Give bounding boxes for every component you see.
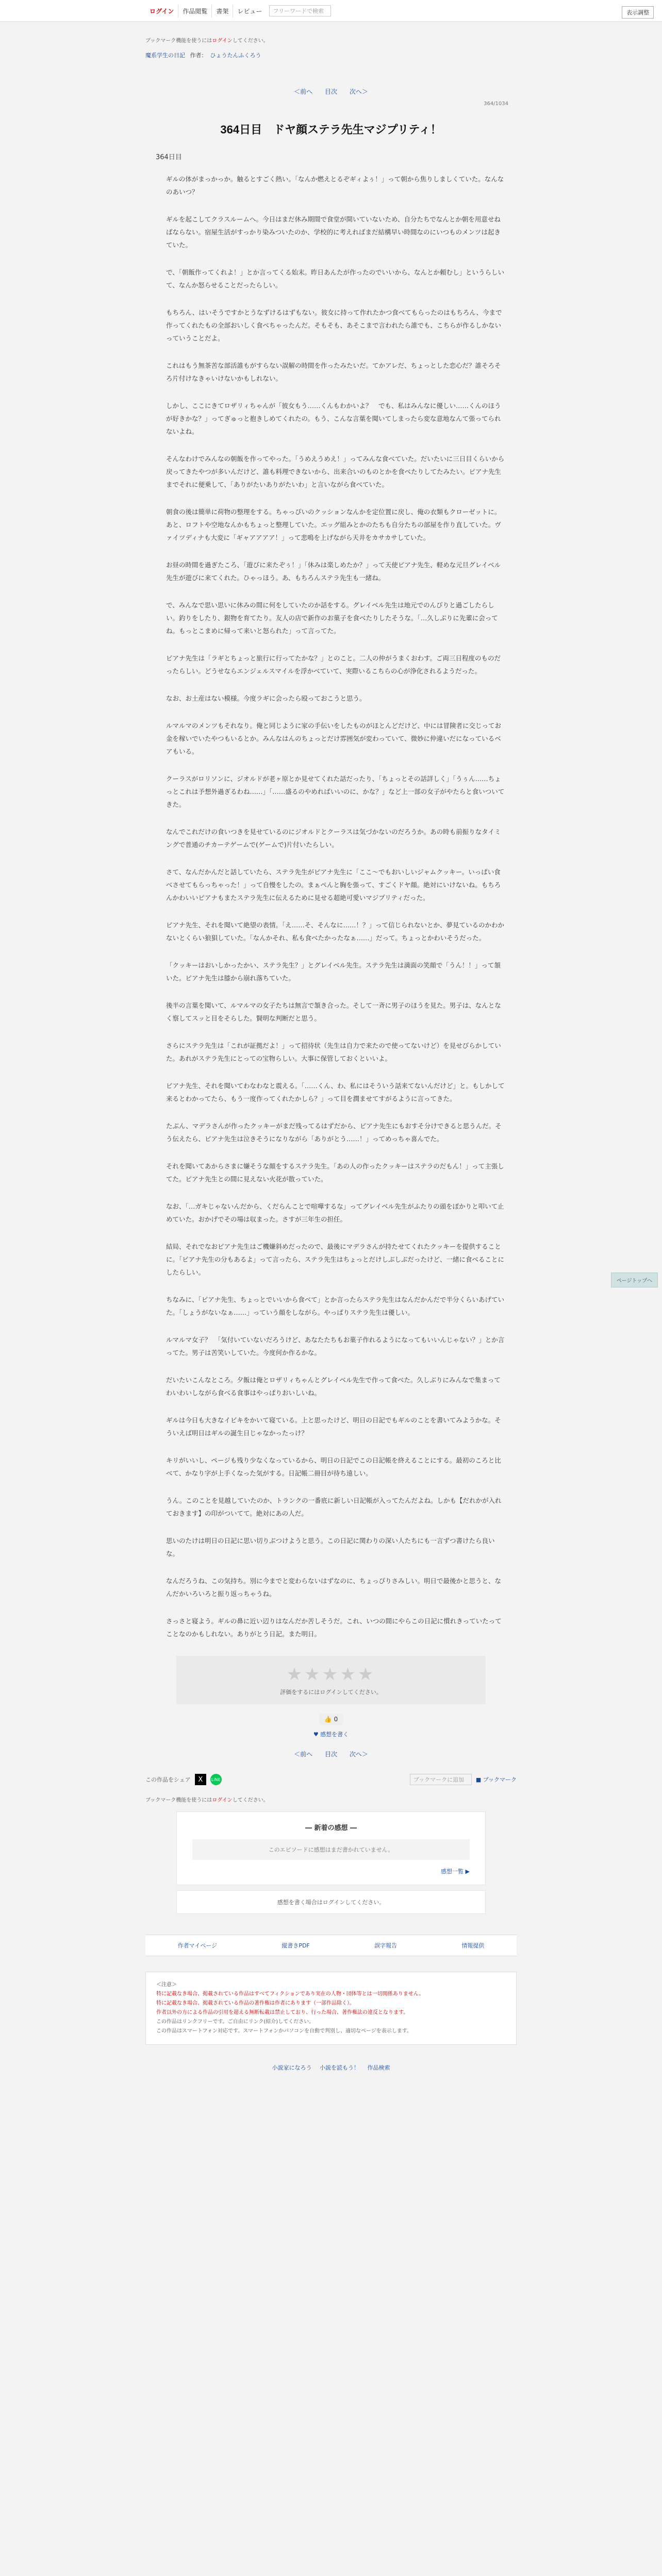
rating-stars[interactable]: ★★★★★ [286, 1664, 376, 1685]
body-paragraph: ギルを起こしてクラスルームへ。今日はまだ休み期間で食堂が開いていないため、自分たちでなんとか朝を用意せねばならない。宿屋生活がすっかり染みついたのか、学校的に考えればまだ結構早い時間なのにいつものメンツは起きていた。 [166, 215, 501, 249]
body-paragraph: ちなみに、「ピアナ先生、ちょっとでいいから食べて」とか言ったらステラ先生はなんだかんだで半分くらいあげていた。「しょうがないなぁ……」っていう顔をしながら。やっぱりステラ先生は優しい。 [166, 1296, 505, 1316]
reviews-more-link[interactable]: 感想一覧 ▶ [441, 1868, 470, 1875]
notice-reprint: 作者以外の方による作品の引用を超える無断転載は禁止しており、行った場合、著作権法の違反となります。 [156, 2010, 409, 2015]
bookmark-input[interactable]: ブックマークに追加 [410, 1774, 472, 1785]
like-button[interactable] [319, 1714, 343, 1725]
footer-search-link[interactable]: 作品検索 [367, 2064, 390, 2071]
notice-post: してください。 [232, 38, 269, 44]
body-paragraph: ルマルマのメンツもそれなり。俺と同じように家の手伝いをしたものがほとんどだけど、中には冒険者に交じってお金を稼いでいたやつもいるとか。みんなはんのちょっとだけ雰囲気が変わっていて、微妙に仲違いだになっているベアもいる。 [166, 722, 502, 755]
footer-narou-link[interactable]: 小説家になろう [272, 2064, 312, 2071]
body-paragraph: ピアナ先生、それを聞いてわなわなと震える。「……くん、わ、私にはそういう話来てないんだけど」と。もしかして来るとわかってたら、もう一度作ってくれたかしら？」って目を潤ませてすがるように言ってきた。 [166, 1082, 505, 1103]
rating-box [176, 1656, 486, 1704]
body-paragraph: ルマルマ女子？ 「気付いていないだろうけど、あなたたちもお菓子作れるようになってもいいんじゃない？」とか言ってた。男子は苦笑いしていた。今度何か作るかな。 [166, 1336, 505, 1357]
body-paragraph: ギルの体がまっかっか。触るとすごく熱い。「なんか燃えとるぞギィよぅ！」って朝から焦りしましくていた。なんなのあいつ？ [166, 175, 504, 196]
body-paragraph: 後半の言葉を聞いて、ルマルマの女子たちは無言で頷き合った。そして一斉に男子のほうを見た。男子は、なんとなく察してスッと目をそらした。賢明な判断だと思う。 [166, 1002, 501, 1022]
body-paragraph: ピアナ先生は「ラギとちょっと旅行に行ってたかな？」とのこと。二人の仲がうまくおわす。ご両三日程度のものだったらしい。どうせならエンジェルスマイルを浮かべていて、実際いるこちらの心が浄化されるようだった。 [166, 654, 501, 675]
author-prefix: 作者： [190, 52, 207, 59]
body-paragraph: それを聞いてあからさまに嫌そうな顔をするステラ先生。「あの人の作ったクッキーはステラのだもん！」って主張してた。ピアナ先生との間に見えない火花が散っていた。 [166, 1162, 504, 1183]
like-area [145, 1714, 517, 1725]
body-paragraph: で、「朝飯作ってくれよ！」とか言ってくる始末。昨日あんたが作ったのでいいから、なんとか頼むし」というらしいて、なんか怒らせることだったらしい。 [166, 268, 505, 289]
thumbs-up-icon: 👍 [324, 1716, 332, 1723]
notice-smartphone: この作品はスマートフォン対応です。スマートフォンかパソコンを自動で判別し、適切なページを表示します。 [156, 2028, 412, 2034]
notice-box [145, 1972, 517, 2045]
bookmark-button[interactable]: ■ ブックマーク [475, 1776, 517, 1783]
body-paragraph: キリがいいし、ページも残り少なくなっているから、明日の日記でこの日記帳を終えることにする。最初のころと比べて、かなり字が上手くなった気がする。日記帳二冊目が待ち遠しい。 [166, 1456, 501, 1477]
body-paragraph: なお、お土産はない模様。今度ラギに会ったら殴っておこうと思う。 [166, 694, 366, 702]
body-paragraph: さらにステラ先生は「これが証拠だよ！」って招待状（先生は自力で来たので使ってないけど）を見せびらかしていた。あれがステラ先生にとっての宝物らしい。大事に保管しておくといいよ。 [166, 1042, 501, 1062]
episode-counter: 364/1034 [484, 101, 508, 107]
body-paragraph: なんだろうね、この気持ち。別に今までと変わらないはずなのに、ちょっぴりさみしい。明日で最後かと思うと、なんだかいろいろと振り返っちゃうね。 [166, 1577, 502, 1598]
notice-head: ＜注意＞ [156, 1982, 177, 1988]
notice-copyright: 特に記載なき場合、掲載されている作品の著作権は作者にあります（一部作品除く）。 [156, 2001, 355, 2006]
typo-report-link[interactable]: 誤字報告 [374, 1942, 398, 1949]
body-paragraph: ギルは今日も大きなイビキをかいて寝ている。上と思ったけど、明日の日記でもギルのことを書いてみようかな。そういえば明日はギルの誕生日じゃなかったっけ？ [166, 1416, 501, 1437]
notice2-login-link[interactable]: ログイン [212, 1798, 233, 1803]
toc-link[interactable]: 目次 [324, 88, 337, 95]
footer-links [145, 1935, 517, 1956]
reviews-heading: ― 新着の感想 ― [305, 1824, 357, 1832]
author-page-link[interactable]: 作者マイページ [177, 1942, 218, 1949]
review-login-notice: 感想を書く場合はログインしてください。 [176, 1890, 486, 1914]
body-paragraph: 結局、それでなおピアナ先生はご機嫌斜めだったので、最後にマデラさんが持たせてくれたクッキーを提供することに。「ピアナ先生の分もあるよ」って言ったら、ステラ先生はちょっとだけしぶしぶだったけど、一緒に食べることにしたらしい。 [166, 1243, 505, 1276]
recent-reviews [176, 1811, 486, 1885]
login-notice-bottom [145, 1795, 517, 1811]
rating-note: 評価をするにはログインしてください。 [280, 1689, 382, 1696]
episode-pager-top [145, 72, 517, 101]
notice-login-link[interactable]: ログイン [212, 38, 233, 44]
breadcrumb [145, 51, 517, 72]
body-paragraph: クーラスがロリソンに、ジオルドが老ヶ原とか見せてくれた話だったり、「ちょっとその話詳しく」「うぅん……ちょっとこれは予想外過ぎるわね……」「……盛るのやめればいいのに、かな？」など上一部の女子がやたらと食いついてきた。 [166, 775, 505, 808]
body-paragraph: ピアナ先生、それを聞いて絶望の表情。「え……そ、そんなに……！？」って信じられないとか、夢見ているのかわかないとくらい狼狽していた。「なんかそれ、私も食べたかったなぁ……」だって。ちょっとかわいそうだった。 [166, 921, 505, 942]
episode-body [145, 173, 517, 1640]
work-title-link[interactable]: 魔系学生の日記 [145, 52, 185, 59]
body-paragraph: 思いのたけは明日の日記に思い切りぶつけようと思う。この日記に関わりの深い人たちにも一言ずつ書けたら良いな。 [166, 1537, 495, 1557]
search-input[interactable]: フリーワードで検索 [269, 5, 331, 16]
x-share-icon[interactable]: X [195, 1774, 206, 1785]
login-notice [145, 22, 517, 51]
notice-pre: ブックマーク機能を使うには [145, 38, 212, 44]
author-link[interactable]: ひょうたんふくろう [210, 52, 261, 59]
body-paragraph: うん。このことを見越していたのか、トランクの一番底に新しい日記帳が入ってたんだよね。しかも【だれかが入れておきます】の印がついてて。絶対にあの人だ。 [166, 1497, 502, 1517]
body-paragraph: そんなわけでみんなの朝飯を作ってやった。「うめえうめえ！」ってみんな食べていた。だいたいに三日目くらいから戻ってきたやつが多いんだけど、誰も料理できないから、出来合いのものとかを食べたりしてたみたい。ピアナ先生までそれに便乗して、「ありがたいありがたいわ」と言いながら食べていた。 [166, 455, 505, 488]
next-link[interactable]: 次へ＞ [349, 88, 368, 95]
no-reviews-text: このエピソードに感想はまだ書かれていません。 [192, 1839, 470, 1860]
body-paragraph: もちろん、はいそうですかとうなずけるはずもない。彼女に持って作れたかつ食べてもらったのはもちろん、今まで作ってくれたもの全部おいしく食べちゃったんだ。そもそも、あそこまで言われたら誰でも、こちらが作るしかないっていうことだよ。 [166, 309, 502, 342]
episode-subtitle: 364日目 [156, 154, 182, 161]
body-paragraph: 朝食の後は簡単に荷物の整理をする。ちゃっぴいのクッションなんかを定位置に戻し、俺の衣類もクローゼットに。あと、ロフトや空地なんかもちょっと整理していた。エッグ組みとかのたちも自分たちの部屋を作り直していた。ヴァイツディナも大変に「ギャアアアア！」って悲鳴を上げながら天井をカサカサしていた。 [166, 508, 501, 541]
notice2-pre: ブックマーク機能を使うには [145, 1798, 212, 1803]
page-top-button[interactable]: ページトップへ [611, 1273, 658, 1287]
nav-login-link[interactable]: ログイン [145, 5, 178, 18]
body-paragraph: お昼の時間を過ぎたころ、「遊びに来たぞぅ！」「休みは楽しめたか？」って天使ピアナ先生、軽めな元旦グレイベル先生が遊びに来てくれた。ひゃっほう。あ、もちろんステラ先生も一緒ね。 [166, 561, 501, 582]
nav-review-link[interactable]: レビュー [237, 7, 262, 15]
body-paragraph: これはもう無茶苦な部活誰もがすらない誤解の時間を作ったみたいだ。てかアレだ、ちょっとした恋心だ？誰そろそろ片付けなきゃいけないかもしれない。 [166, 362, 501, 382]
share-label: この作品をシェア [145, 1776, 191, 1783]
body-paragraph: で、みんなで思い思いに休みの間に何をしていたのか話をする。グレイベル先生は地元でのんびりと過ごしたらしい。釣りをしたり、銀物を育てたり。友人の店で新作のお菓子を食べたりしたそうな。「…久しぶりに先輩に会ってね。もっとこまめに帰って来いと怒られた」って言ってた。 [166, 601, 498, 635]
body-paragraph: 「クッキーはおいしかったかい、ステラ先生？」とグレイベル先生。ステラ先生は満面の笑顔で「うん！！」って頷いた。ピアナ先生は膝から崩れ落ちていた。 [166, 961, 501, 982]
notice-linkfree: この作品はリンクフリーです。ご自由にリンク(紹介)してください。 [156, 2019, 315, 2025]
top-nav [145, 5, 266, 18]
like-count: 0 [334, 1716, 338, 1723]
footer-yomou-link[interactable]: 小説を読もう！ [320, 2064, 359, 2071]
display-settings-button[interactable]: 表示調整 [622, 6, 654, 19]
body-paragraph: さっさと寝よう。ギルの鼻に近い辺りはなんだか苦しそうだ。これ、いつの間にやらこの日記に慣れきっていたってことなのかもしれない。ありがとう日記。また明日。 [166, 1617, 502, 1638]
next-link-bottom[interactable]: 次へ＞ [349, 1751, 368, 1758]
body-paragraph: しかし、ここにきてロザリィちゃんが「彼女もう……くんもわかいよ？ でも、私はみんなに優しい……くんのほうが好きかな？」ってぎゅっと抱きしめてくれたの。もう、こんな言葉を聞いてしまったら変な意地なんて張ってられないよね。 [166, 402, 501, 435]
footer-bottom [0, 2045, 662, 2127]
body-paragraph: たぶん、マデラさんが作ったクッキーがまだ残ってるはずだから、ピアナ先生にもおすそ分けできると思うんだ。そう伝えたら、ピアナ先生は泣きそうになりながら「ありがとう……！」ってめっちゃ喜んでた。 [166, 1122, 502, 1143]
pdf-link[interactable]: 縦書きPDF [282, 1942, 310, 1949]
body-paragraph: なお、「…ガキじゃないんだから、くだらんことで喧嘩するな」ってグレイベル先生がふたりの頭をぽかりと叩いて止めていた。おかげでその場は収まった。さすが三年生の担任。 [166, 1202, 504, 1223]
episode-title: 364日目 ドヤ顔ステラ先生マジプリティ！ [220, 123, 442, 136]
share-bar [145, 1764, 517, 1795]
info-link[interactable]: 情報提供 [461, 1942, 485, 1949]
nav-shelf-link[interactable]: 書架 [212, 5, 233, 18]
top-bar [0, 0, 662, 22]
prev-link[interactable]: ＜前へ [294, 88, 313, 95]
body-paragraph: さて、なんだかんだと話していたら、ステラ先生がピアナ先生に「ここ～でもおいしいジャムクッキー。いっぱい食べさせてもらっちゃった！」って自慢をしたの。まぁぺんと胸を張って、すごくドヤ顔。絶対にいけないね。もちろんかわいいピアナもまたステラ先生に伝えるために見せる超絶可愛いマジプリティだった。 [166, 868, 501, 902]
notice2-post: してください。 [232, 1798, 269, 1803]
write-impression-link[interactable]: ♥ 感想を書く [313, 1731, 349, 1738]
prev-link-bottom[interactable]: ＜前へ [294, 1751, 313, 1758]
body-paragraph: だいたいこんなところ。夕飯は俺とロザリィちゃんとグレイベル先生で作って食べた。久しぶりにみんなで集まってわいわいしながら食べる食事はやっぱりおいしいね。 [166, 1376, 501, 1397]
toc-link-bottom[interactable]: 目次 [324, 1751, 337, 1758]
line-share-icon[interactable]: LINE [210, 1774, 222, 1785]
nav-browse-link[interactable]: 作品閲覧 [178, 5, 212, 18]
body-paragraph: なんでこれだけの食いつきを見せているのにジオルドとクーラスは気づかないのだろうか。あの時も前振りなタイミングで普通のチカーテゲームで(ゲームで)片付いたらしい。 [166, 828, 501, 849]
notice-fiction: 特に記載なき場合、掲載されている作品はすべてフィクションであり実在の人物・団体等とは一切関係ありません。 [156, 1991, 424, 1997]
episode-pager-bottom [145, 1738, 517, 1764]
